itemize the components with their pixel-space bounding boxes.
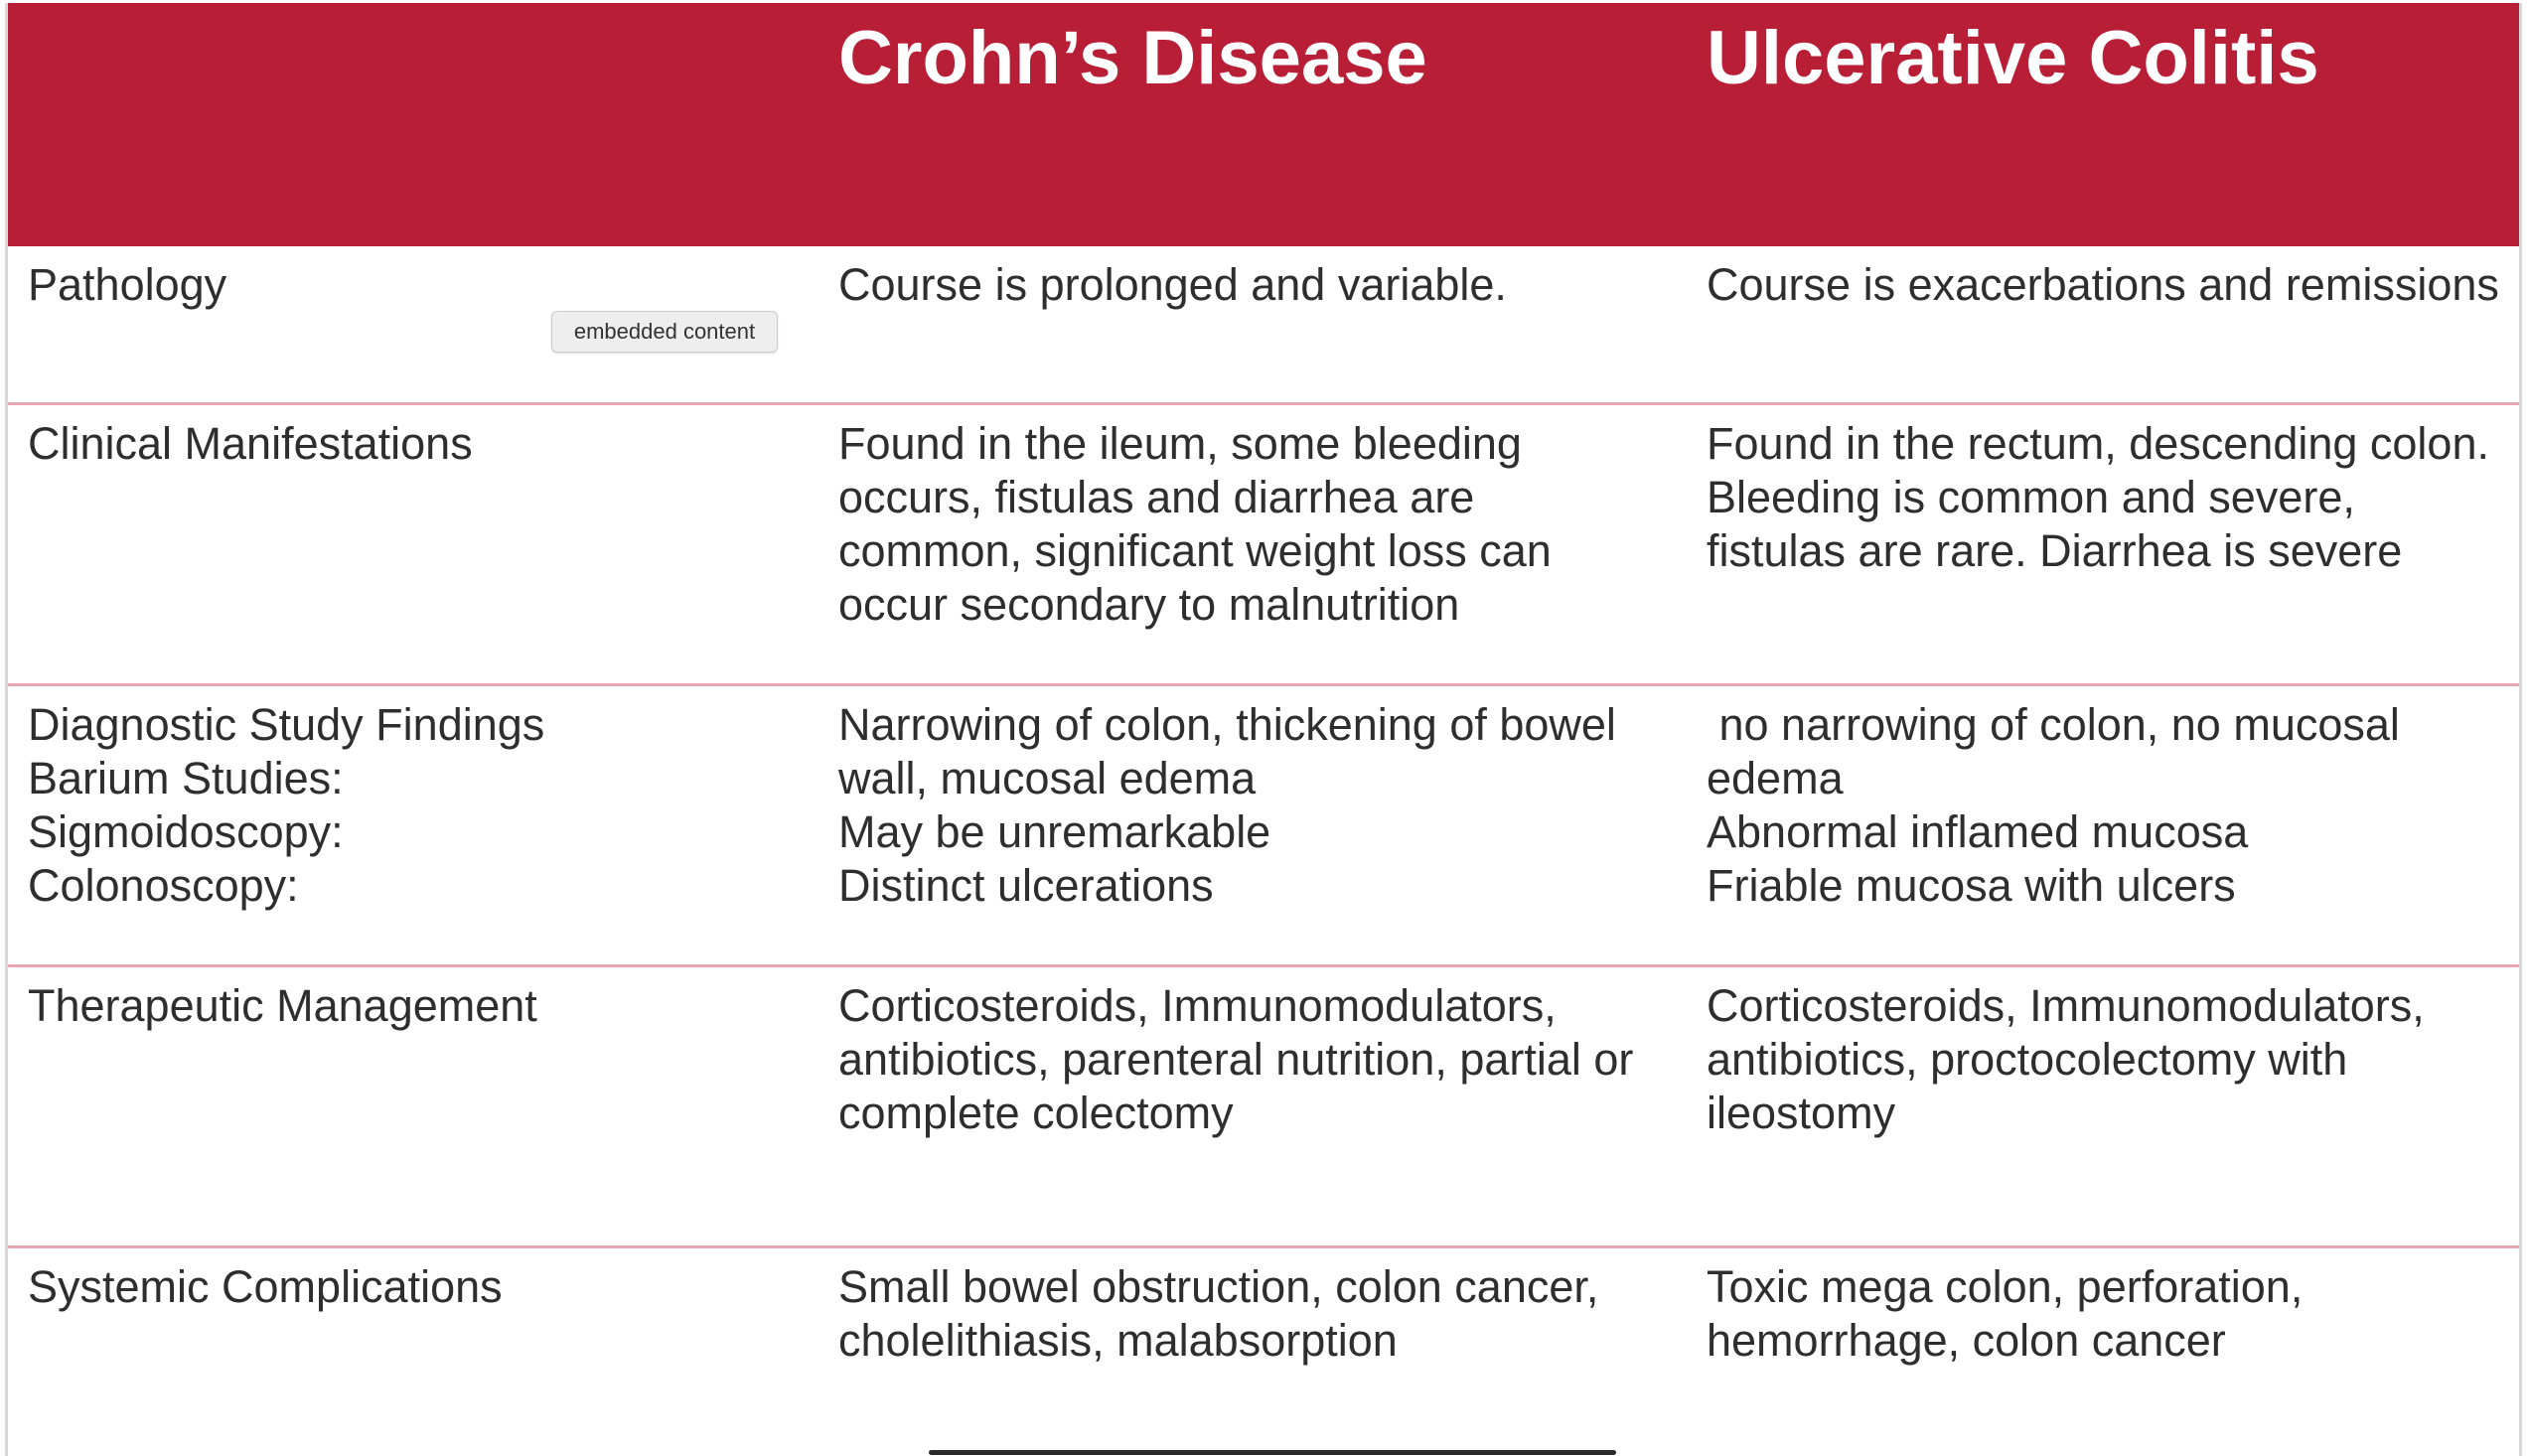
uc-cell-line: ileostomy [1707,1088,1896,1138]
row-label-line: Sigmoidoscopy: [28,806,344,857]
row-label [28,979,537,1033]
row-label-line: Barium Studies: [28,753,344,803]
row-label-line: Therapeutic Management [28,980,537,1031]
embedded-content-badge[interactable]: embedded content [551,311,778,353]
row-label-line: Diagnostic Study Findings [28,699,545,750]
uc-cell [1707,1260,2303,1368]
uc-cell-line: no narrowing of colon, no mucosal [1707,699,2400,750]
crohns-cell-line: Narrowing of colon, thickening of bowel [838,699,1616,750]
row-label-line: Pathology [28,259,227,310]
crohns-cell-line: antibiotics, parenteral nutrition, partial or [838,1034,1634,1085]
uc-cell-line: antibiotics, proctocolectomy with [1707,1034,2348,1085]
header-ulcerative-colitis: Ulcerative Colitis [1707,16,2319,100]
crohns-cell-line: Found in the ileum, some bleeding [838,418,1522,469]
crohns-cell-line: common, significant weight loss can [838,525,1552,576]
row-label [28,417,473,471]
row-label [28,1260,503,1314]
uc-cell-line: Friable mucosa with ulcers [1707,860,2236,911]
header-crohns-disease: Crohn’s Disease [838,16,1427,100]
uc-cell-line: Toxic mega colon, perforation, [1707,1261,2304,1312]
crohns-cell [838,258,1507,312]
crohns-cell-line: occur secondary to malnutrition [838,579,1460,630]
table-row-therapeutic-management [8,967,2519,1248]
crohns-cell-line: cholelithiasis, malabsorption [838,1315,1398,1366]
uc-cell-line: edema [1707,753,1844,803]
row-label [28,698,544,913]
uc-cell-line: hemorrhage, colon cancer [1707,1315,2226,1366]
crohns-cell-line: Corticosteroids, Immunomodulators, [838,980,1557,1031]
crohns-cell-line: complete colectomy [838,1088,1234,1138]
crohns-cell-line: Small bowel obstruction, colon cancer, [838,1261,1599,1312]
table-row-pathology [8,246,2519,405]
uc-cell [1707,698,2400,913]
row-label-line: Colonoscopy: [28,860,299,911]
table-header [8,3,2519,246]
crohns-cell-line: May be unremarkable [838,806,1271,857]
uc-cell-line: Found in the rectum, descending colon. [1707,418,2489,469]
uc-cell-line: Corticosteroids, Immunomodulators, [1707,980,2425,1031]
uc-cell [1707,258,2499,312]
uc-cell-line: Abnormal inflamed mucosa [1707,806,2249,857]
uc-cell-line: fistulas are rare. Diarrhea is severe [1707,525,2403,576]
table-row-systemic-complications [8,1248,2519,1456]
uc-cell [1707,417,2489,578]
uc-cell-line: Course is exacerbations and remissions [1707,259,2499,310]
crohns-cell [838,698,1616,913]
crohns-cell-line: wall, mucosal edema [838,753,1257,803]
comparison-table [5,3,2522,1456]
row-label-line: Systemic Complications [28,1261,503,1312]
crohns-cell-line: Course is prolonged and variable. [838,259,1507,310]
row-label-line: Clinical Manifestations [28,418,473,469]
crohns-cell-line: Distinct ulcerations [838,860,1214,911]
table-row-clinical-manifestations [8,405,2519,686]
uc-cell-line: Bleeding is common and severe, [1707,472,2355,522]
uc-cell [1707,979,2425,1140]
crohns-cell [838,1260,1598,1368]
table-row-diagnostic-study-findings [8,686,2519,967]
crohns-cell [838,417,1552,632]
row-label [28,258,226,312]
horizontal-scrollbar[interactable] [929,1450,1616,1455]
crohns-cell-line: occurs, fistulas and diarrhea are [838,472,1475,522]
crohns-cell [838,979,1633,1140]
